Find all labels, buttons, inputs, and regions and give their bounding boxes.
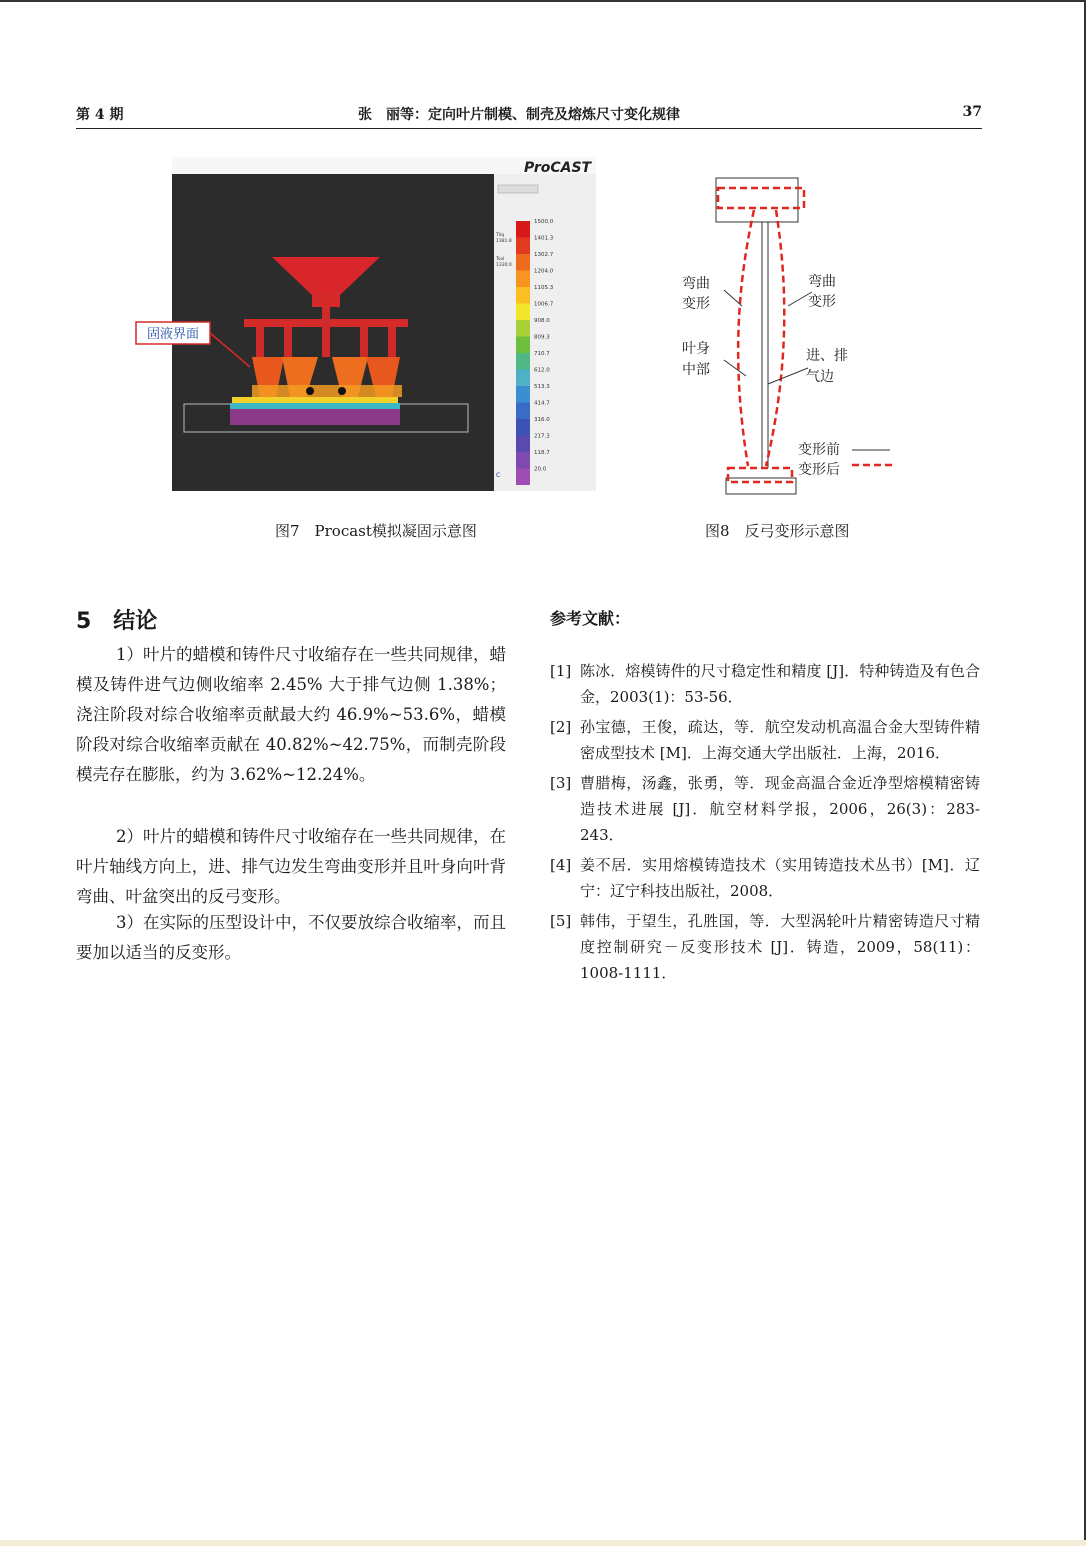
page-bottom-band: [0, 1540, 1086, 1546]
reference-number: [1]: [550, 662, 572, 680]
legend-value-label: 118.7: [534, 450, 550, 456]
references-list: [550, 658, 980, 990]
shroud-before: [716, 178, 798, 222]
legend-swatch: [516, 469, 530, 486]
paragraph-2-text: 2）叶片的蜡模和铸件尺寸收缩存在一些共同规律，在叶片轴线方向上，进、排气边发生弯曲变形并且叶身向叶背弯曲、叶盆突出的反弓变形。: [76, 827, 506, 906]
deformed-edge-left: [738, 210, 754, 466]
legend-swatch: [516, 452, 530, 469]
base-cold-zone: [230, 409, 400, 425]
legend-swatch: [516, 419, 530, 436]
reference-item: [550, 714, 980, 766]
riser-1: [256, 327, 264, 357]
legend-value-label: 1105.3: [534, 285, 554, 291]
legend-swatch: [516, 221, 530, 238]
slider-bar: [498, 185, 538, 193]
legend-value-label: 612.0: [534, 367, 550, 374]
sim-viewport: [172, 174, 494, 491]
page-number: 37: [962, 104, 982, 120]
legend-swatch: [516, 238, 530, 255]
legend-value-label: 1500.0: [534, 219, 554, 225]
solid-liquid-front: [252, 385, 402, 397]
legend-value-label: 414.7: [534, 400, 550, 407]
conclusion-paragraph-1: [76, 640, 506, 790]
legend-value-label: 710.7: [534, 351, 550, 357]
sprue: [312, 293, 340, 307]
legend-swatch: [516, 320, 530, 337]
annotation-label: 固液界面: [146, 327, 200, 342]
legend-value-label: 513.3: [534, 384, 550, 390]
leader-mid: [724, 360, 746, 376]
reference-item: [550, 770, 980, 848]
reference-number: [2]: [550, 718, 572, 736]
figure-7-procast-simulation: [146, 157, 596, 491]
reference-item: [550, 908, 980, 986]
figure-8-caption: 图8 反弓变形示意图: [705, 522, 850, 540]
figure-7-caption: 图7 Procast模拟凝固示意图: [275, 522, 477, 540]
tsol-value: 1330.0: [496, 263, 512, 268]
legend-swatch: [516, 403, 530, 420]
procast-screenshot: [146, 157, 596, 491]
label-bend-left-1: 弯曲: [682, 276, 710, 292]
header-rule: [76, 128, 982, 129]
label-bend-right-2: 变形: [808, 294, 836, 310]
reference-item: [550, 658, 980, 710]
legend-value-label: 1302.7: [534, 252, 554, 258]
paragraph-1-text: 1）叶片的蜡模和铸件尺寸收缩存在一些共同规律，蜡模及铸件进气边侧收缩率 2.45% 大于排气边侧 1.38%；浇注阶段对综合收缩率贡献最大约 46.9%~53.6%，蜡模阶段对综合收缩率贡献在 40.82%~42.75%，而制壳阶段模壳存在膨胀，约为 3.62%~12.24%。: [76, 645, 506, 784]
legend-swatch: [516, 254, 530, 271]
legend-after-label: 变形后: [798, 462, 840, 478]
references-heading: 参考文献：: [550, 609, 631, 628]
figure-8-deformation-diagram: [676, 160, 906, 500]
riser-4: [360, 327, 368, 357]
running-title: 张 丽等：定向叶片制模、制壳及熔炼尺寸变化规律: [358, 107, 680, 123]
reference-number: [4]: [550, 856, 572, 874]
legend-before-label: 变形前: [798, 442, 840, 458]
conclusion-paragraph-2: [76, 822, 506, 912]
legend-value-label: 908.0: [534, 318, 550, 324]
legend-swatch: [516, 386, 530, 403]
riser-3: [322, 307, 330, 357]
conclusion-paragraph-3: [76, 908, 506, 968]
legend-value-label: 20.0: [534, 466, 547, 473]
section-heading: 5 结论: [76, 609, 158, 634]
label-mid-2: 中部: [682, 362, 710, 378]
label-bend-left-2: 变形: [682, 296, 710, 312]
paragraph-3-text: 3）在实际的压型设计中，不仅要放综合收缩率，而且要加以适当的反变形。: [76, 913, 506, 962]
reference-number: [5]: [550, 912, 572, 930]
page-top-border: [0, 0, 1086, 2]
legend-value-label: 1006.7: [534, 301, 554, 308]
tliq-value: 1381.8: [496, 239, 512, 244]
reference-text: 曹腊梅，汤鑫，张勇，等．现金高温合金近净型熔模精密铸造技术进展 [J]．航空材料学报，2006，26(3)：283-243．: [580, 774, 980, 844]
reference-text: 孙宝德，王俊，疏达，等．航空发动机高温合金大型铸件精密成型技术 [M]．上海交通大学出版社．上海，2016．: [580, 718, 980, 762]
reference-item: [550, 852, 980, 904]
legend-value-label: 809.3: [534, 334, 550, 341]
base-warm-zone: [232, 397, 398, 403]
riser-2: [284, 327, 292, 357]
legend-swatch: [516, 436, 530, 453]
label-edge-2: 气边: [806, 369, 834, 385]
running-header: [76, 104, 982, 126]
label-mid-1: 叶身: [682, 341, 710, 357]
base-mid-zone: [230, 403, 400, 409]
mark-dot-2: [338, 387, 346, 395]
root-before: [726, 478, 796, 494]
procast-brand: ProCAST: [524, 160, 592, 176]
corner-mark: C: [496, 472, 501, 479]
root-after: [728, 468, 792, 482]
deformed-edge-right: [766, 210, 784, 466]
leader-edge: [768, 368, 808, 384]
reference-number: [3]: [550, 774, 572, 792]
label-edge-1: 进、排: [806, 348, 848, 364]
tliq-label: Tliq: [496, 233, 505, 238]
reference-text: 陈冰．熔模铸件的尺寸稳定性和精度 [J]．特种铸造及有色合金，2003(1)：53-56．: [580, 662, 980, 706]
shroud-after: [718, 188, 804, 208]
reference-text: 姜不居．实用熔模铸造技术（实用铸造技术丛书）[M]．辽宁：辽宁科技出版社，2008．: [580, 856, 980, 900]
riser-5: [388, 327, 396, 357]
reference-text: 韩伟，于望生，孔胜国，等．大型涡轮叶片精密铸造尺寸精度控制研究－反变形技术 [J]．铸造，2009，58(11)：1008-1111．: [580, 912, 980, 982]
label-bend-right-1: 弯曲: [808, 274, 836, 290]
legend-swatch: [516, 353, 530, 370]
issue-label: 第 4 期: [76, 107, 124, 123]
tsol-label: Tsol: [496, 257, 505, 262]
deformation-svg: [676, 160, 906, 500]
legend-value-label: 1204.0: [534, 268, 554, 275]
legend-swatch: [516, 304, 530, 321]
legend-swatch: [516, 337, 530, 354]
legend-swatch: [516, 287, 530, 304]
legend-value-label: 316.0: [534, 417, 550, 423]
mark-dot-1: [306, 387, 314, 395]
legend-swatch: [516, 271, 530, 288]
legend-swatch: [516, 370, 530, 387]
legend-value-label: 217.3: [534, 433, 550, 440]
legend-value-label: 1401.3: [534, 235, 554, 242]
